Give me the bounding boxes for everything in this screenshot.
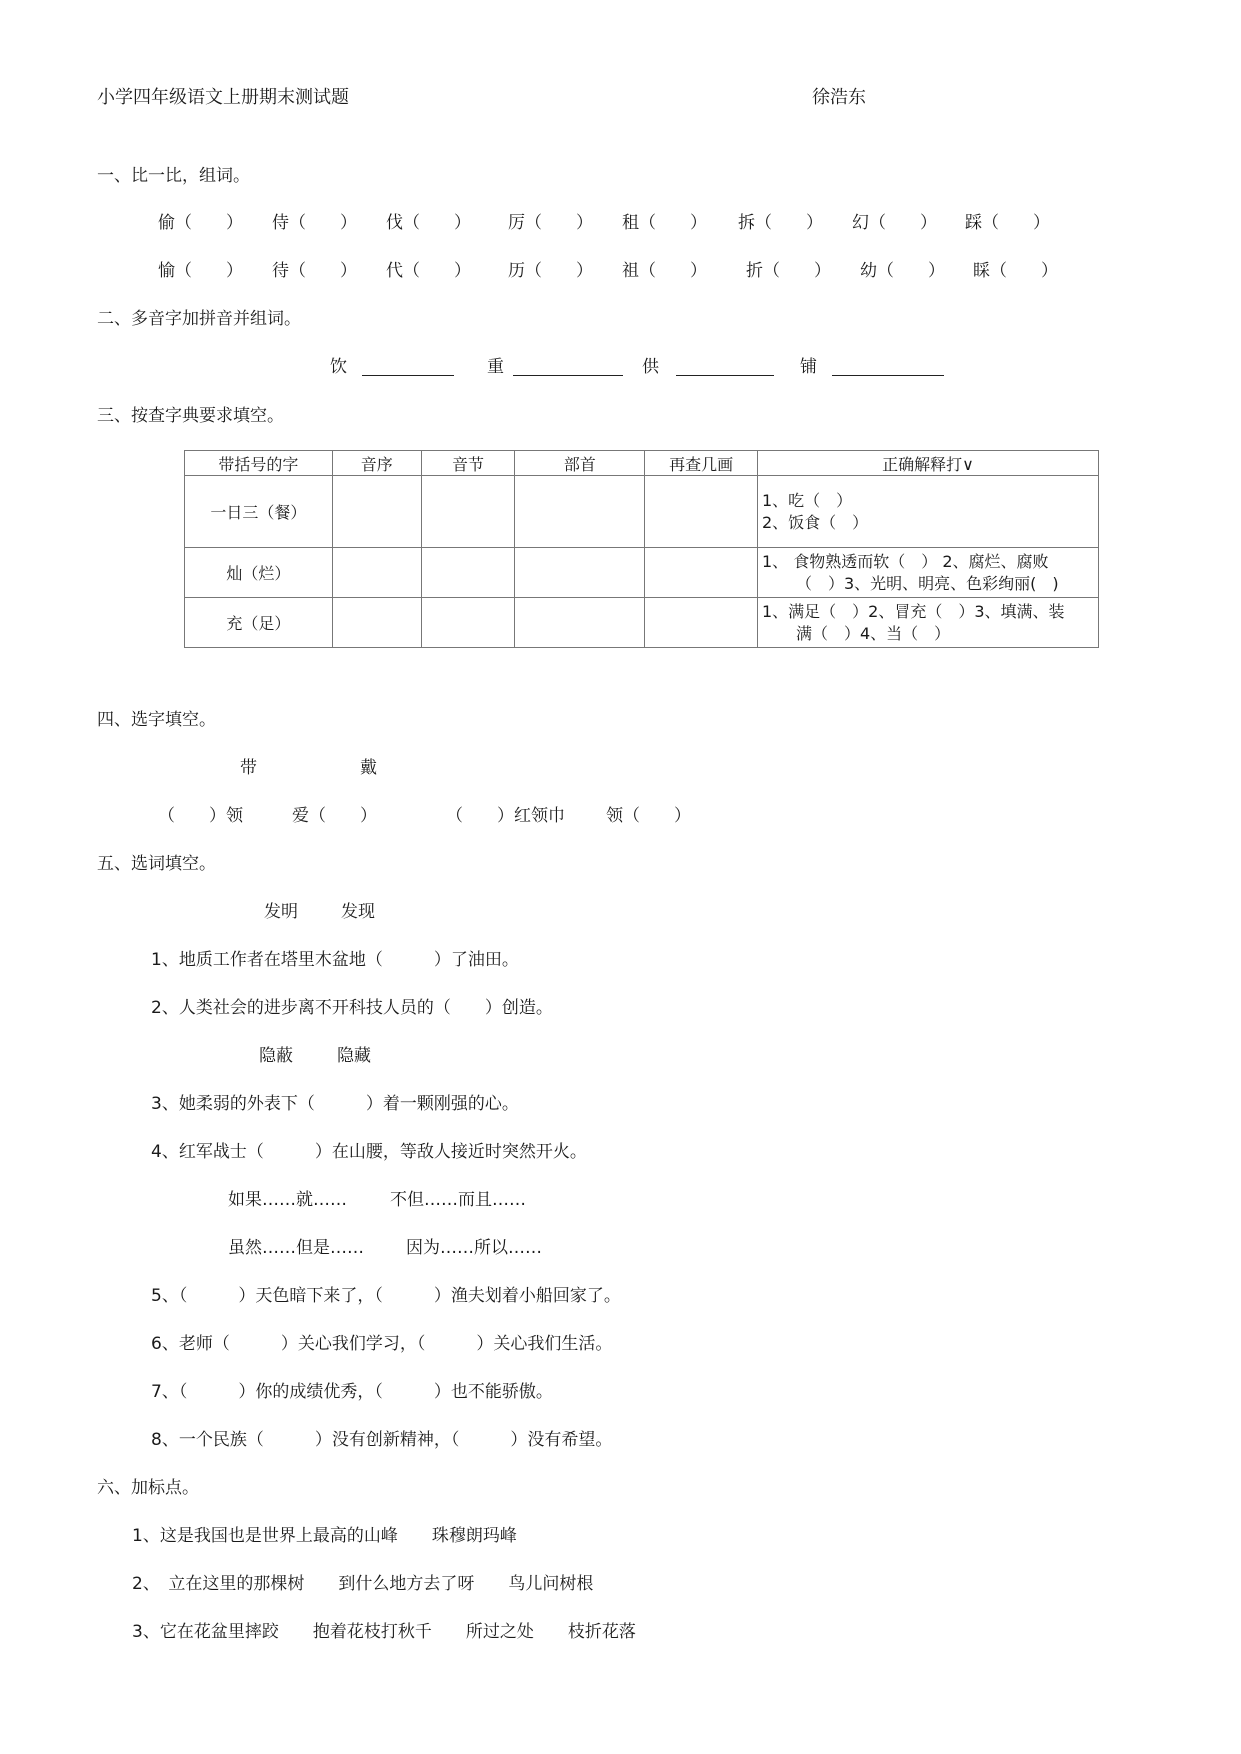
conjunction-pair: 因为……所以…… — [406, 1238, 542, 1258]
question-item: 3、她柔弱的外表下（ ）着一颗刚强的心。 — [151, 1094, 519, 1114]
question-item: 5、（ ）天色暗下来了，（ ）渔夫划着小船回家了。 — [151, 1286, 621, 1306]
answer-cell[interactable] — [332, 598, 421, 648]
fill-item: 爱（ ） — [292, 806, 377, 826]
question-item: 1、这是我国也是世界上最高的山峰 珠穆朗玛峰 — [132, 1526, 517, 1546]
word-item: 待（ ） — [272, 261, 357, 281]
choice-word: 隐蔽 — [259, 1046, 293, 1066]
answer-blank[interactable] — [676, 357, 774, 376]
word-item: 厉（ ） — [508, 213, 593, 233]
word-item: 愉（ ） — [158, 261, 243, 281]
conjunction-pair: 不但……而且…… — [390, 1190, 526, 1210]
bracket-word: 一日三（餐） — [185, 476, 333, 548]
answer-cell[interactable] — [515, 476, 645, 548]
answer-cell[interactable] — [645, 598, 758, 648]
fill-item: 领（ ） — [606, 806, 691, 826]
page-title: 小学四年级语文上册期末测试题 — [97, 87, 349, 108]
polyphone-item — [487, 356, 623, 378]
answer-cell[interactable] — [421, 598, 515, 648]
polyphone-char: 饮 — [330, 357, 347, 377]
choice-char: 带 — [240, 758, 257, 778]
answer-blank[interactable] — [362, 357, 454, 376]
question-item: 1、地质工作者在塔里木盆地（ ）了油田。 — [151, 950, 519, 970]
definition-line: 1、 食物熟透而软（ ） 2、腐烂、腐败 — [761, 551, 1049, 571]
answer-cell[interactable] — [332, 548, 421, 598]
section-5-heading: 五、选词填空。 — [97, 854, 216, 874]
answer-cell[interactable] — [645, 476, 758, 548]
word-item: 侍（ ） — [272, 213, 357, 233]
definition-line: 1、满足（ ）2、冒充（ ）3、填满、装 — [761, 601, 1065, 621]
answer-cell[interactable] — [421, 548, 515, 598]
choice-word: 发明 — [264, 902, 298, 922]
polyphone-item — [800, 356, 944, 378]
question-item: 2、人类社会的进步离不开科技人员的（ ）创造。 — [151, 998, 553, 1018]
definition-cell — [757, 476, 1098, 548]
conjunction-pair: 如果……就…… — [228, 1190, 347, 1210]
choice-word: 发现 — [341, 902, 375, 922]
answer-cell[interactable] — [421, 476, 515, 548]
bracket-word: 灿（烂） — [185, 548, 333, 598]
table-row — [185, 476, 1099, 548]
word-item: 折（ ） — [746, 261, 831, 281]
answer-cell[interactable] — [515, 598, 645, 648]
definition-line: 2、饭食（ ） — [761, 512, 869, 532]
polyphone-item — [330, 356, 454, 378]
word-item: 幻（ ） — [852, 213, 937, 233]
definition-cell — [757, 548, 1098, 598]
bracket-word: 充（足） — [185, 598, 333, 648]
column-header: 音序 — [332, 451, 421, 476]
definition-cell — [757, 598, 1098, 648]
column-header: 带括号的字 — [185, 451, 333, 476]
answer-blank[interactable] — [832, 357, 944, 376]
question-item: 6、老师（ ）关心我们学习，（ ）关心我们生活。 — [151, 1334, 613, 1354]
question-item: 4、红军战士（ ）在山腰，等敌人接近时突然开火。 — [151, 1142, 587, 1162]
word-item: 踩（ ） — [965, 213, 1050, 233]
word-item: 代（ ） — [386, 261, 471, 281]
question-item: 7、（ ）你的成绩优秀，（ ）也不能骄傲。 — [151, 1382, 553, 1402]
choice-word: 隐藏 — [337, 1046, 371, 1066]
question-item: 3、它在花盆里摔跤 抱着花枝打秋千 所过之处 枝折花落 — [132, 1622, 636, 1642]
choice-char: 戴 — [360, 758, 377, 778]
section-2-heading: 二、多音字加拼音并组词。 — [97, 309, 301, 329]
word-item: 幼（ ） — [860, 261, 945, 281]
word-item: 伐（ ） — [386, 213, 471, 233]
section-4-heading: 四、选字填空。 — [97, 710, 216, 730]
answer-cell[interactable] — [332, 476, 421, 548]
word-item: 历（ ） — [508, 261, 593, 281]
table-header-row — [185, 451, 1099, 476]
answer-blank[interactable] — [513, 357, 623, 376]
definition-line: 1、吃（ ） — [761, 490, 853, 510]
column-header: 部首 — [515, 451, 645, 476]
dictionary-table — [184, 450, 1099, 648]
question-item: 8、一个民族（ ）没有创新精神，（ ）没有希望。 — [151, 1430, 613, 1450]
polyphone-char: 铺 — [800, 357, 817, 377]
author-name: 徐浩东 — [812, 87, 866, 108]
column-header: 音节 — [421, 451, 515, 476]
answer-cell[interactable] — [645, 548, 758, 598]
column-header: 正确解释打∨ — [757, 451, 1098, 476]
table-row — [185, 598, 1099, 648]
definition-line: 满（ ）4、当（ ） — [795, 623, 951, 643]
polyphone-char: 重 — [487, 357, 504, 377]
section-1-heading: 一、比一比，组词。 — [97, 166, 250, 186]
word-item: 租（ ） — [622, 213, 707, 233]
fill-item: （ ）领 — [158, 806, 243, 826]
word-item: 偷（ ） — [158, 213, 243, 233]
definition-line: （ ）3、光明、明亮、色彩绚丽( ) — [795, 573, 1059, 593]
word-item: 拆（ ） — [738, 213, 823, 233]
question-item: 2、 立在这里的那棵树 到什么地方去了呀 鸟儿问树根 — [132, 1574, 594, 1594]
word-item: 睬（ ） — [973, 261, 1058, 281]
section-3-heading: 三、按查字典要求填空。 — [97, 406, 284, 426]
section-6-heading: 六、加标点。 — [97, 1478, 199, 1498]
conjunction-pair: 虽然……但是…… — [228, 1238, 364, 1258]
column-header: 再查几画 — [645, 451, 758, 476]
word-item: 祖（ ） — [622, 261, 707, 281]
fill-item: （ ）红领巾 — [446, 806, 565, 826]
table-row — [185, 548, 1099, 598]
polyphone-char: 供 — [642, 357, 659, 377]
polyphone-item — [642, 356, 774, 378]
answer-cell[interactable] — [515, 548, 645, 598]
